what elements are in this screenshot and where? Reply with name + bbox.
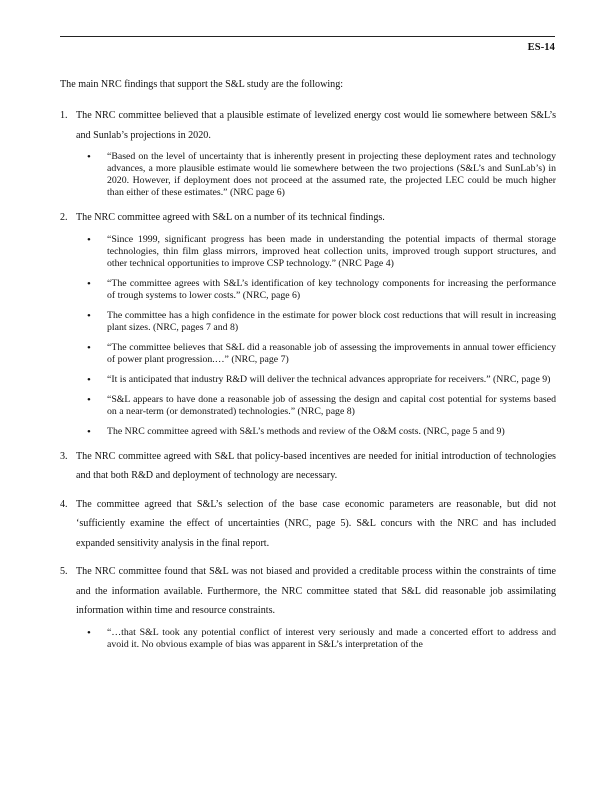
finding-number: 4.: [60, 498, 68, 510]
finding-1: [60, 106, 556, 145]
bullet-dot-icon: •: [87, 151, 91, 163]
finding-text: The committee agreed that S&L’s selection of the base case economic parameters are reasonable, but did not ‘sufficiently examine the effect of uncertainties (NRC, page 5). S&L concurs with the NRC and has included expanded sensitivity analysis in the final report.: [76, 498, 556, 549]
finding-number: 2.: [60, 212, 68, 223]
bullet-dot-icon: •: [87, 425, 91, 438]
quote-text: “Since 1999, significant progress has been made in understanding the potential impacts of thermal storage technologies, thin film glass mirrors, improved heat collection units, improved trough support structures, and other technical opportunities to improve CSP technology.” (NRC Page 4): [107, 233, 556, 269]
document-content: [60, 78, 556, 659]
bullet-dot-icon: •: [87, 626, 91, 639]
finding-5-quote-1: [87, 626, 556, 651]
finding-1-quote-1: [87, 151, 556, 199]
bullet-dot-icon: •: [87, 341, 91, 354]
finding-5-quotes: [60, 627, 556, 651]
finding-4: [60, 495, 556, 554]
finding-2-quote-4: [87, 341, 556, 366]
finding-3: [60, 447, 556, 486]
finding-2-quote-2: [87, 277, 556, 302]
bullet-dot-icon: •: [87, 393, 91, 406]
finding-number: 1.: [60, 110, 68, 121]
finding-text: The NRC committee agreed with S&L that policy-based incentives are needed for initial introduction of technologies and that both R&D and deployment of technology are necessary.: [76, 450, 556, 481]
finding-2-quote-3: [87, 309, 556, 334]
finding-5: [60, 562, 556, 621]
finding-text: The NRC committee believed that a plausible estimate of levelized energy cost would lie somewhere between S&L’s and Sunlab’s projections in 2020.: [76, 110, 556, 141]
intro-paragraph: The main NRC findings that support the S&L study are the following:: [60, 79, 344, 90]
quote-text: “The committee believes that S&L did a reasonable job of assessing the improvements in annual tower efficiency of power plant progression.…” (NRC, page 7): [107, 341, 556, 365]
finding-number: 3.: [60, 450, 68, 462]
finding-1-quotes: [60, 151, 556, 199]
finding-text: The NRC committee found that S&L was not biased and provided a creditable process within the constraints of time and the information available. Furthermore, the NRC committee stated that S&L did reasonable job assimilating information within time and resource constraints.: [76, 566, 556, 616]
quote-text: The NRC committee agreed with S&L’s methods and review of the O&M costs. (NRC, page 5 and 9): [107, 425, 505, 437]
quote-text: “…that S&L took any potential conflict of interest very seriously and made a concerted effort to address and avoid it. No obvious example of bias was apparent in S&L’s interpretation of the: [107, 626, 556, 650]
finding-number: 5.: [60, 566, 68, 577]
quote-text: “Based on the level of uncertainty that is inherently present in projecting these deployment rates and technology advances, a more plausible estimate would lie somewhere between the two projections (S&L’s and SunLab’s) in 2020. However, if deployment does not proceed at the assumed rate, the projected LEC could be much higher than either of these estimates.” (NRC page 6): [107, 151, 556, 198]
quote-text: The committee has a high confidence in the estimate for power block cost reductions that will result in increasing plant sizes. (NRC, pages 7 and 8): [107, 309, 556, 333]
finding-2-quote-7: [87, 425, 556, 438]
bullet-dot-icon: •: [87, 233, 91, 246]
page-number: ES-14: [527, 42, 555, 53]
quote-text: “It is anticipated that industry R&D will deliver the technical advances appropriate for receivers.” (NRC, page 9): [107, 373, 551, 385]
quote-text: “The committee agrees with S&L’s identification of key technology components for increasing the performance of trough systems to lower costs.” (NRC, page 6): [107, 277, 556, 301]
finding-text: The NRC committee agreed with S&L on a number of its technical findings.: [76, 212, 385, 223]
bullet-dot-icon: •: [87, 373, 91, 386]
finding-2-quote-5: [87, 373, 556, 386]
quote-text: “S&L appears to have done a reasonable job of assessing the design and capital cost potential for systems based on a near-term (or demonstrated) technologies.” (NRC, page 8): [107, 393, 556, 417]
finding-2-quote-1: [87, 233, 556, 270]
finding-2: [60, 208, 556, 228]
finding-2-quotes: [60, 234, 556, 438]
bullet-dot-icon: •: [87, 309, 91, 322]
finding-2-quote-6: [87, 393, 556, 418]
bullet-dot-icon: •: [87, 277, 91, 290]
header-rule: [60, 36, 555, 37]
